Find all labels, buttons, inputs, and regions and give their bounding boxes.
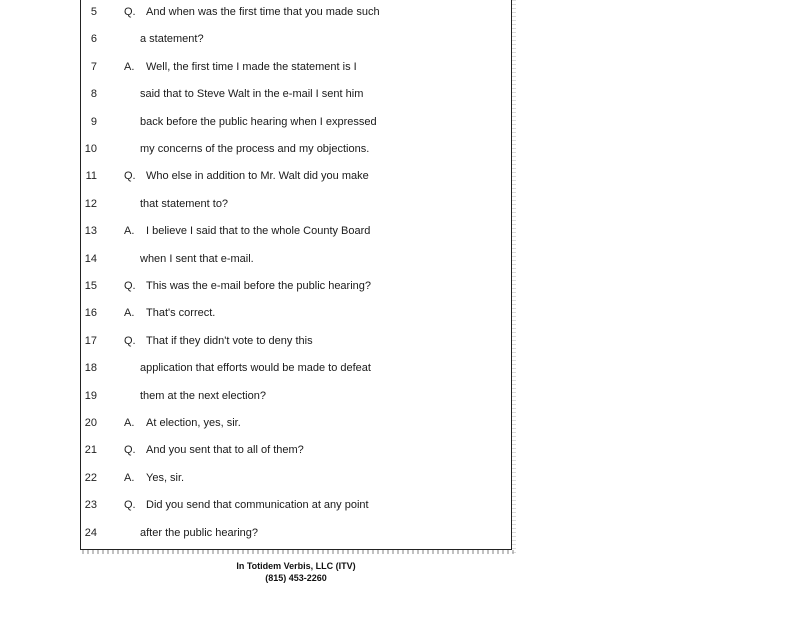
transcript-line [81, 276, 511, 296]
line-text: Yes, sir. [146, 471, 185, 484]
line-number: 6 [90, 33, 97, 46]
line-text: That if they didn't vote to deny this [146, 334, 313, 347]
line-text: when I sent that e-mail. [140, 252, 254, 265]
transcript-line [81, 29, 511, 49]
transcript-line [81, 194, 511, 214]
speaker-label: A. [124, 225, 135, 238]
scan-edge-artifact [512, 0, 516, 556]
transcript-line [81, 386, 511, 406]
footer-company: In Totidem Verbis, LLC (ITV) [236, 561, 356, 571]
line-text: back before the public hearing when I expressed [140, 115, 377, 128]
transcript-line [81, 2, 511, 22]
speaker-label: Q. [124, 334, 136, 347]
line-text: Did you send that communication at any point [146, 499, 369, 512]
transcript-line [81, 523, 511, 543]
line-text: Well, the first time I made the statement is I [146, 60, 357, 73]
line-text: them at the next election? [140, 389, 266, 402]
line-number: 11 [85, 170, 97, 183]
speaker-label: A. [124, 471, 135, 484]
speaker-label: Q. [124, 444, 136, 457]
speaker-label: Q. [124, 6, 136, 18]
speaker-label: Q. [124, 499, 136, 512]
transcript-line [81, 495, 511, 515]
transcript-line [81, 84, 511, 104]
line-text: application that efforts would be made to defeat [140, 362, 371, 375]
line-text: That's correct. [146, 307, 216, 320]
transcript-line [81, 249, 511, 269]
line-text: that statement to? [140, 197, 229, 210]
line-number: 18 [84, 362, 97, 375]
line-number: 22 [84, 471, 97, 484]
line-number: 15 [84, 280, 97, 292]
line-number: 23 [84, 499, 97, 512]
transcript-line [81, 139, 511, 159]
line-number: 24 [84, 526, 97, 539]
transcript-line [81, 413, 511, 433]
speaker-label: A. [124, 307, 135, 320]
transcript-frame [80, 0, 512, 550]
speaker-label: Q. [124, 280, 136, 292]
transcript-line [81, 221, 511, 241]
line-text: a statement? [140, 33, 204, 46]
line-number: 12 [84, 197, 97, 210]
line-number: 16 [84, 307, 97, 320]
transcript-line [81, 303, 511, 323]
line-number: 10 [84, 143, 97, 155]
line-text: At election, yes, sir. [146, 417, 241, 429]
line-number: 14 [84, 252, 97, 265]
transcript-line [81, 440, 511, 460]
line-text: said that to Steve Walt in the e-mail I sent him [140, 88, 364, 101]
transcript-line [81, 112, 511, 132]
line-number: 20 [84, 417, 97, 429]
line-text: I believe I said that to the whole County Board [146, 225, 371, 238]
transcript-line [81, 468, 511, 488]
line-number: 8 [90, 88, 97, 101]
speaker-label: Q. [124, 170, 136, 183]
speaker-label: A. [124, 417, 135, 429]
line-text: And you sent that to all of them? [146, 444, 304, 457]
line-number: 5 [90, 6, 97, 18]
line-number: 13 [84, 225, 97, 238]
line-text: This was the e-mail before the public hearing? [146, 280, 372, 292]
footer-phone: (815) 453-2260 [265, 573, 327, 583]
scan-bottom-artifact [82, 550, 516, 554]
line-text: my concerns of the process and my objections. [140, 143, 370, 155]
line-number: 17 [84, 334, 97, 347]
page-footer [196, 560, 396, 584]
speaker-label: A. [124, 60, 135, 73]
transcript-line [81, 331, 511, 351]
line-text: And when was the first time that you made such [146, 6, 380, 18]
transcript-line [81, 166, 511, 186]
line-number: 19 [84, 389, 97, 402]
line-number: 21 [84, 444, 97, 457]
line-text: after the public hearing? [140, 526, 259, 539]
transcript-line [81, 57, 511, 77]
line-number: 9 [90, 115, 97, 128]
line-text: Who else in addition to Mr. Walt did you make [146, 170, 369, 183]
transcript-line [81, 358, 511, 378]
line-number: 7 [90, 60, 97, 73]
